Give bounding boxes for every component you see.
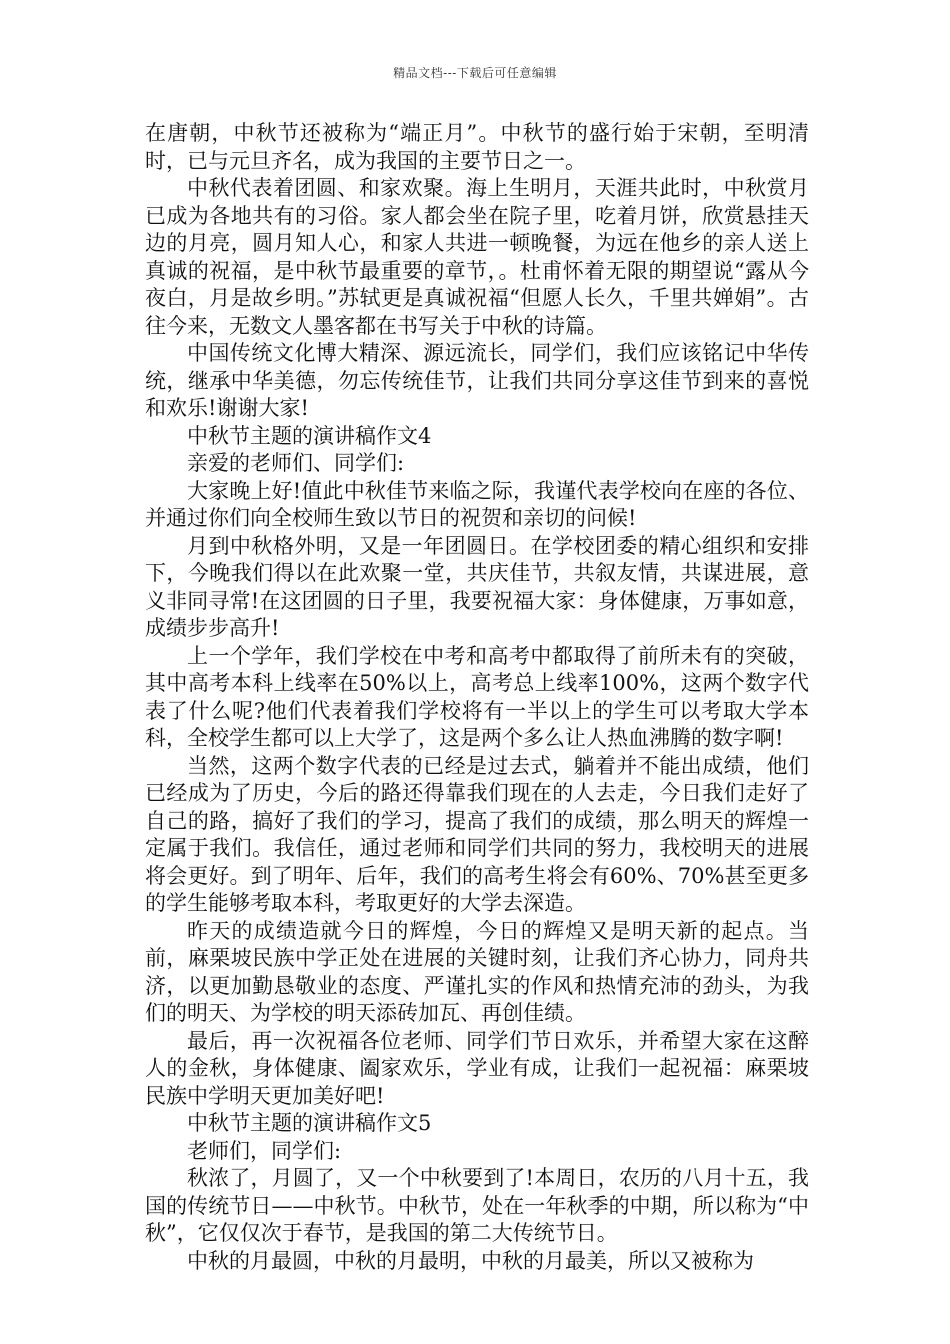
section-heading: 中秋节主题的演讲稿作文4 [187, 423, 432, 448]
paragraph: 最后，再一次祝福各位老师、同学们节日欢乐，并希望大家在这醉人的金秋，身体健康、阖家欢乐，学业有成，让我们一起祝福：麻栗坡民族中学明天更加美好吧! [145, 1028, 809, 1108]
paragraph: 月到中秋格外明，又是一年团圆日。在学校团委的精心组织和安排下，今晚我们得以在此欢聚一堂，共庆佳节，共叙友情，共谋进展，意义非同寻常!在这团圆的日子里，我要祝福大家：身体健康，万事如意，成绩步步高升! [145, 533, 809, 640]
salutation: 亲爱的老师们、同学们: [187, 451, 405, 475]
paragraph: 中秋代表着团圆、和家欢聚。海上生明月，天涯共此时，中秋赏月已成为各地共有的习俗。家人都会坐在院子里，吃着月饼，欣赏悬挂天边的月亮，圆月知人心，和家人共进一顿晚餐，为远在他乡的亲人送上真诚的祝福，是中秋节最重要的章节，。杜甫怀着无限的期望说“露从今夜白，月是故乡明。”苏轼更是真诚祝福“但愿人长久，千里共婵娟”。古往今来，无数文人墨客都在书写关于中秋的诗篇。 [145, 176, 809, 338]
paragraph: 秋浓了，月圆了，又一个中秋要到了!本周日，农历的八月十五，我国的传统节日——中秋节。中秋节，处在一年秋季的中期，所以称为“中秋”，它仅仅次于春节，是我国的第二大传统节日。 [145, 1166, 809, 1245]
paragraph: 在唐朝，中秋节还被称为“端正月”。中秋节的盛行始于宋朝，至明清时，已与元旦齐名，成为我国的主要节日之一。 [145, 121, 809, 173]
page-header: 精品文档---下载后可任意编辑 [393, 66, 557, 80]
salutation: 老师们，同学们: [187, 1138, 342, 1163]
paragraph: 大家晚上好!值此中秋佳节来临之际，我谨代表学校向在座的各位、并通过你们向全校师生致以节日的祝贺和亲切的问候! [145, 478, 809, 530]
document-body [145, 120, 809, 1275]
paragraph: 中国传统文化博大精深、源远流长，同学们，我们应该铭记中华传统，继承中华美德，勿忘传统佳节，让我们共同分享这佳节到来的喜悦和欢乐!谢谢大家! [145, 341, 809, 420]
section-heading: 中秋节主题的演讲稿作文5 [187, 1111, 432, 1135]
paragraph: 上一个学年，我们学校在中考和高考中都取得了前所未有的突破，其中高考本科上线率在50%以上，高考总上线率100%，这两个数字代表了什么呢?他们代表着我们学校将有一半以上的学生可以考取大学本科，全校学生都可以上大学了，这是两个多么让人热血沸腾的数字啊! [145, 643, 809, 750]
paragraph: 当然，这两个数字代表的已经是过去式，躺着并不能出成绩，他们已经成为了历史，今后的路还得靠我们现在的人去走，今日我们走好了自己的路，搞好了我们的学习，提高了我们的成绩，那么明天的辉煌一定属于我们。我信任，通过老师和同学们共同的努力，我校明天的进展将会更好。到了明年、后年，我们的高考生将会有60%、70%甚至更多的学生能够考取本科，考取更好的大学去深造。 [145, 753, 809, 915]
paragraph: 昨天的成绩造就今日的辉煌，今日的辉煌又是明天新的起点。当前，麻栗坡民族中学正处在进展的关键时刻，让我们齐心协力，同舟共济，以更加勤恳敬业的态度、严谨扎实的作风和热情充沛的劲头，为我们的明天、为学校的明天添砖加瓦、再创佳绩。 [145, 918, 809, 1025]
paragraph: 中秋的月最圆，中秋的月最明，中秋的月最美，所以又被称为 [187, 1248, 754, 1273]
